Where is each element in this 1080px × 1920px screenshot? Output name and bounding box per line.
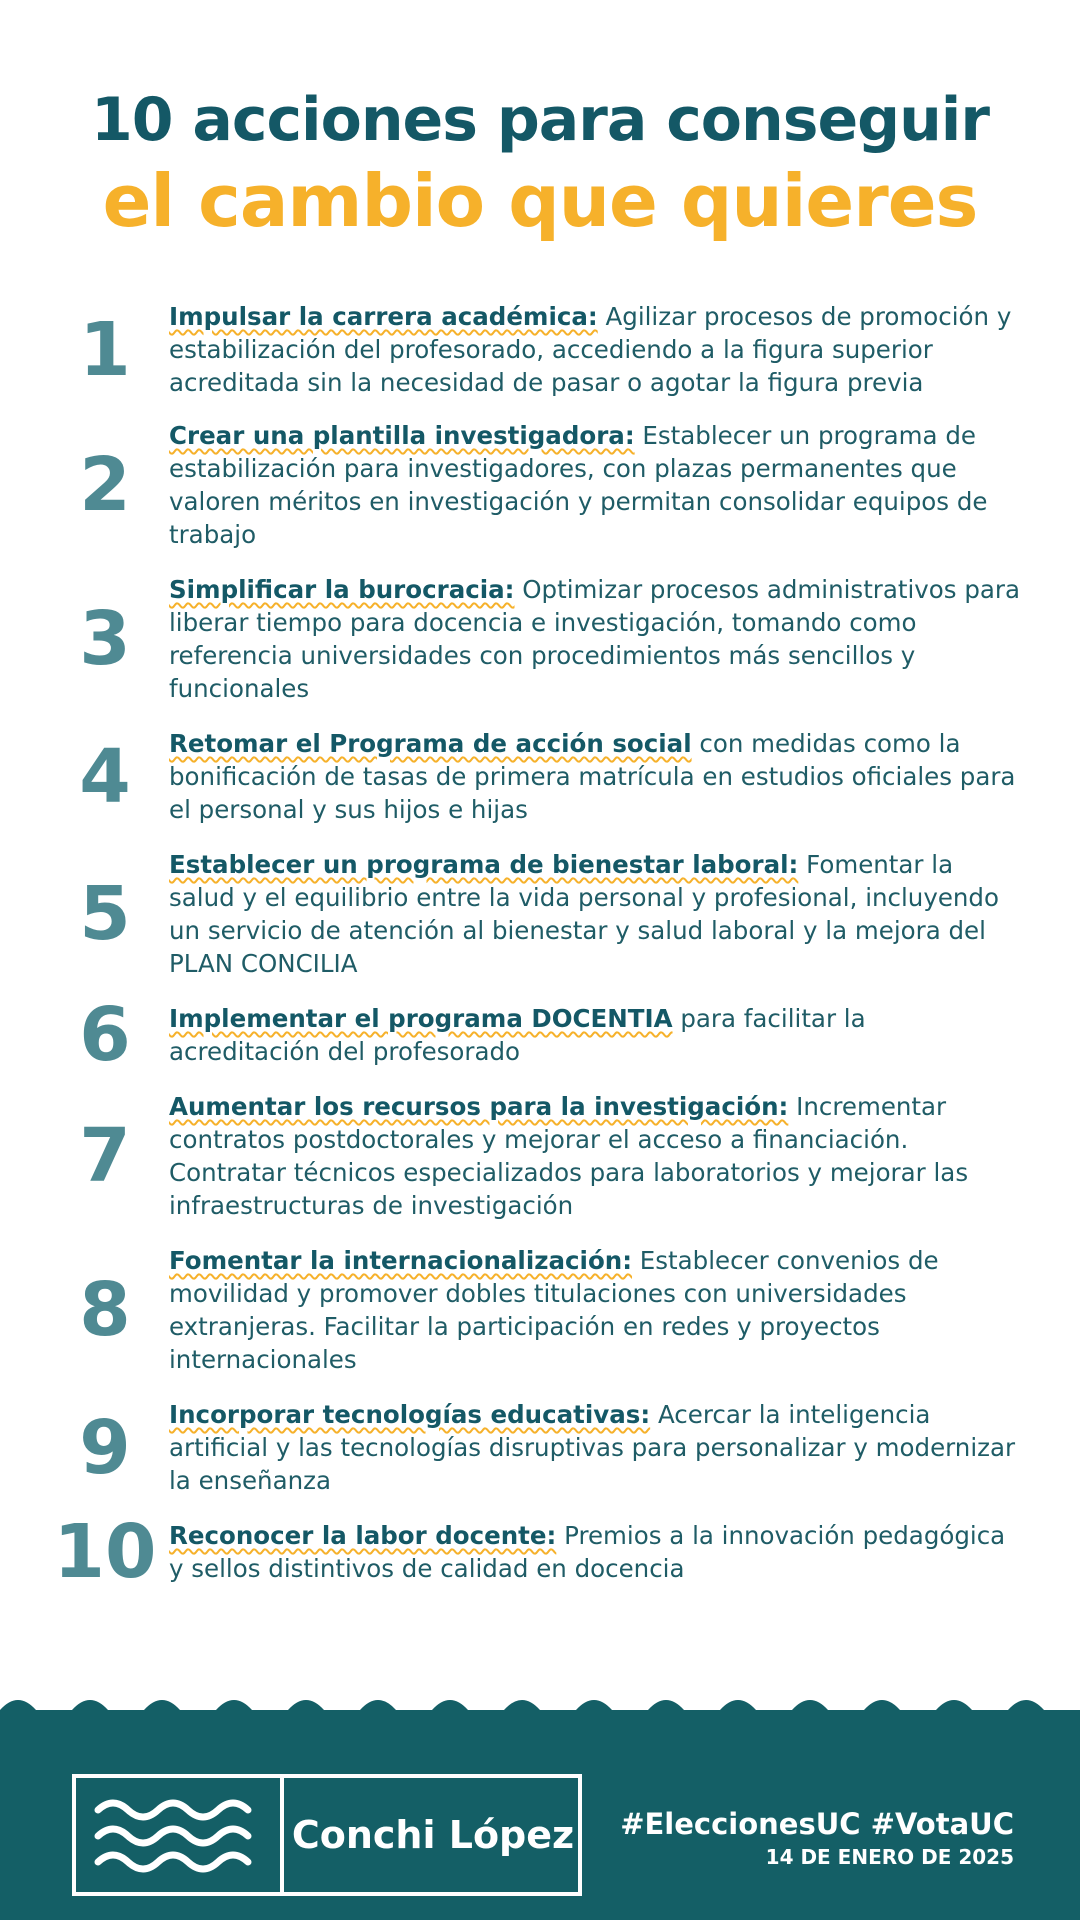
hashtags: #EleccionesUC #VotaUC bbox=[620, 1807, 1014, 1841]
item-lead: Implementar el programa DOCENTIA bbox=[169, 1004, 673, 1033]
list-item bbox=[0, 727, 1080, 826]
item-text: Establecer convenios de movilidad y promover dobles titulaciones con universidades extranjeras. Facilitar la participación en redes y proyectos internacionales bbox=[169, 1246, 939, 1374]
item-number: 2 bbox=[79, 442, 131, 528]
list-item bbox=[0, 1398, 1080, 1497]
item-text: Fomentar la salud y el equilibrio entre la vida personal y profesional, incluyendo un servicio de atención al bienestar y salud laboral y la mejora del PLAN CONCILIA bbox=[169, 850, 999, 978]
list-item bbox=[0, 1509, 1080, 1595]
item-lead: Retomar el Programa de acción social bbox=[169, 729, 692, 758]
item-number: 10 bbox=[53, 1509, 157, 1595]
item-text: Acercar la inteligencia artificial y las tecnologías disruptivas para personalizar y modernizar la enseñanza bbox=[169, 1400, 1016, 1495]
item-number: 1 bbox=[79, 306, 131, 393]
list-item bbox=[0, 848, 1080, 980]
item-text: Premios a la innovación pedagógica y sellos distintivos de calidad en docencia bbox=[169, 1521, 1006, 1583]
election-date: 14 DE ENERO DE 2025 bbox=[765, 1845, 1014, 1869]
item-lead: Reconocer la labor docente: bbox=[169, 1521, 557, 1550]
item-number: 6 bbox=[79, 992, 131, 1078]
item-text: Establecer un programa de estabilización para investigadores, con plazas permanentes que valoren méritos en investigación y permitan consolidar equipos de trabajo bbox=[169, 421, 988, 549]
item-lead: Impulsar la carrera académica: bbox=[169, 302, 598, 331]
list-item bbox=[0, 1244, 1080, 1376]
item-number: 4 bbox=[79, 733, 131, 820]
title-line-2: el cambio que quieres bbox=[102, 159, 978, 243]
item-lead: Establecer un programa de bienestar laboral: bbox=[169, 850, 799, 879]
item-lead: Fomentar la internacionalización: bbox=[169, 1246, 633, 1275]
actions-list bbox=[0, 300, 1080, 1595]
list-item bbox=[0, 300, 1080, 399]
item-lead: Aumentar los recursos para la investigación: bbox=[169, 1092, 789, 1121]
candidate-name: Conchi López bbox=[291, 1813, 575, 1857]
list-item bbox=[0, 419, 1080, 551]
list-item bbox=[0, 992, 1080, 1078]
list-item bbox=[0, 1090, 1080, 1222]
item-number: 7 bbox=[79, 1113, 131, 1199]
footer-band bbox=[0, 1710, 1080, 1920]
list-item bbox=[0, 573, 1080, 705]
item-lead: Crear una plantilla investigadora: bbox=[169, 421, 635, 450]
item-number: 9 bbox=[79, 1404, 131, 1491]
item-text: con medidas como la bonificación de tasas de primera matrícula en estudios oficiales para el personal y sus hijos e hijas bbox=[169, 729, 1016, 824]
item-text: Incrementar contratos postdoctorales y mejorar el acceso a financiación. Contratar técnicos especializados para laboratorios y mejorar las infraestructuras de investigación bbox=[169, 1092, 969, 1220]
campaign-tags bbox=[620, 1806, 1014, 1872]
footer bbox=[0, 1690, 1080, 1920]
title-line-1: 10 acciones para conseguir bbox=[91, 85, 989, 155]
item-text: Optimizar procesos administrativos para liberar tiempo para docencia e investigación, tomando como referencia universidades con procedimientos más sencillos y funcionales bbox=[169, 575, 1020, 703]
item-number: 8 bbox=[79, 1267, 131, 1353]
item-number: 3 bbox=[79, 596, 131, 682]
candidate-logo bbox=[72, 1774, 582, 1896]
item-text: para facilitar la acreditación del profesorado bbox=[169, 1004, 866, 1066]
item-number: 5 bbox=[79, 871, 131, 957]
item-lead: Incorporar tecnologías educativas: bbox=[169, 1400, 651, 1429]
page-title bbox=[0, 82, 1080, 244]
waves-icon bbox=[76, 1778, 284, 1892]
item-text: Agilizar procesos de promoción y estabilización del profesorado, accediendo a la figura superior acreditada sin la necesidad de pasar o agotar la figura previa bbox=[169, 302, 1012, 397]
item-lead: Simplificar la burocracia: bbox=[169, 575, 515, 604]
